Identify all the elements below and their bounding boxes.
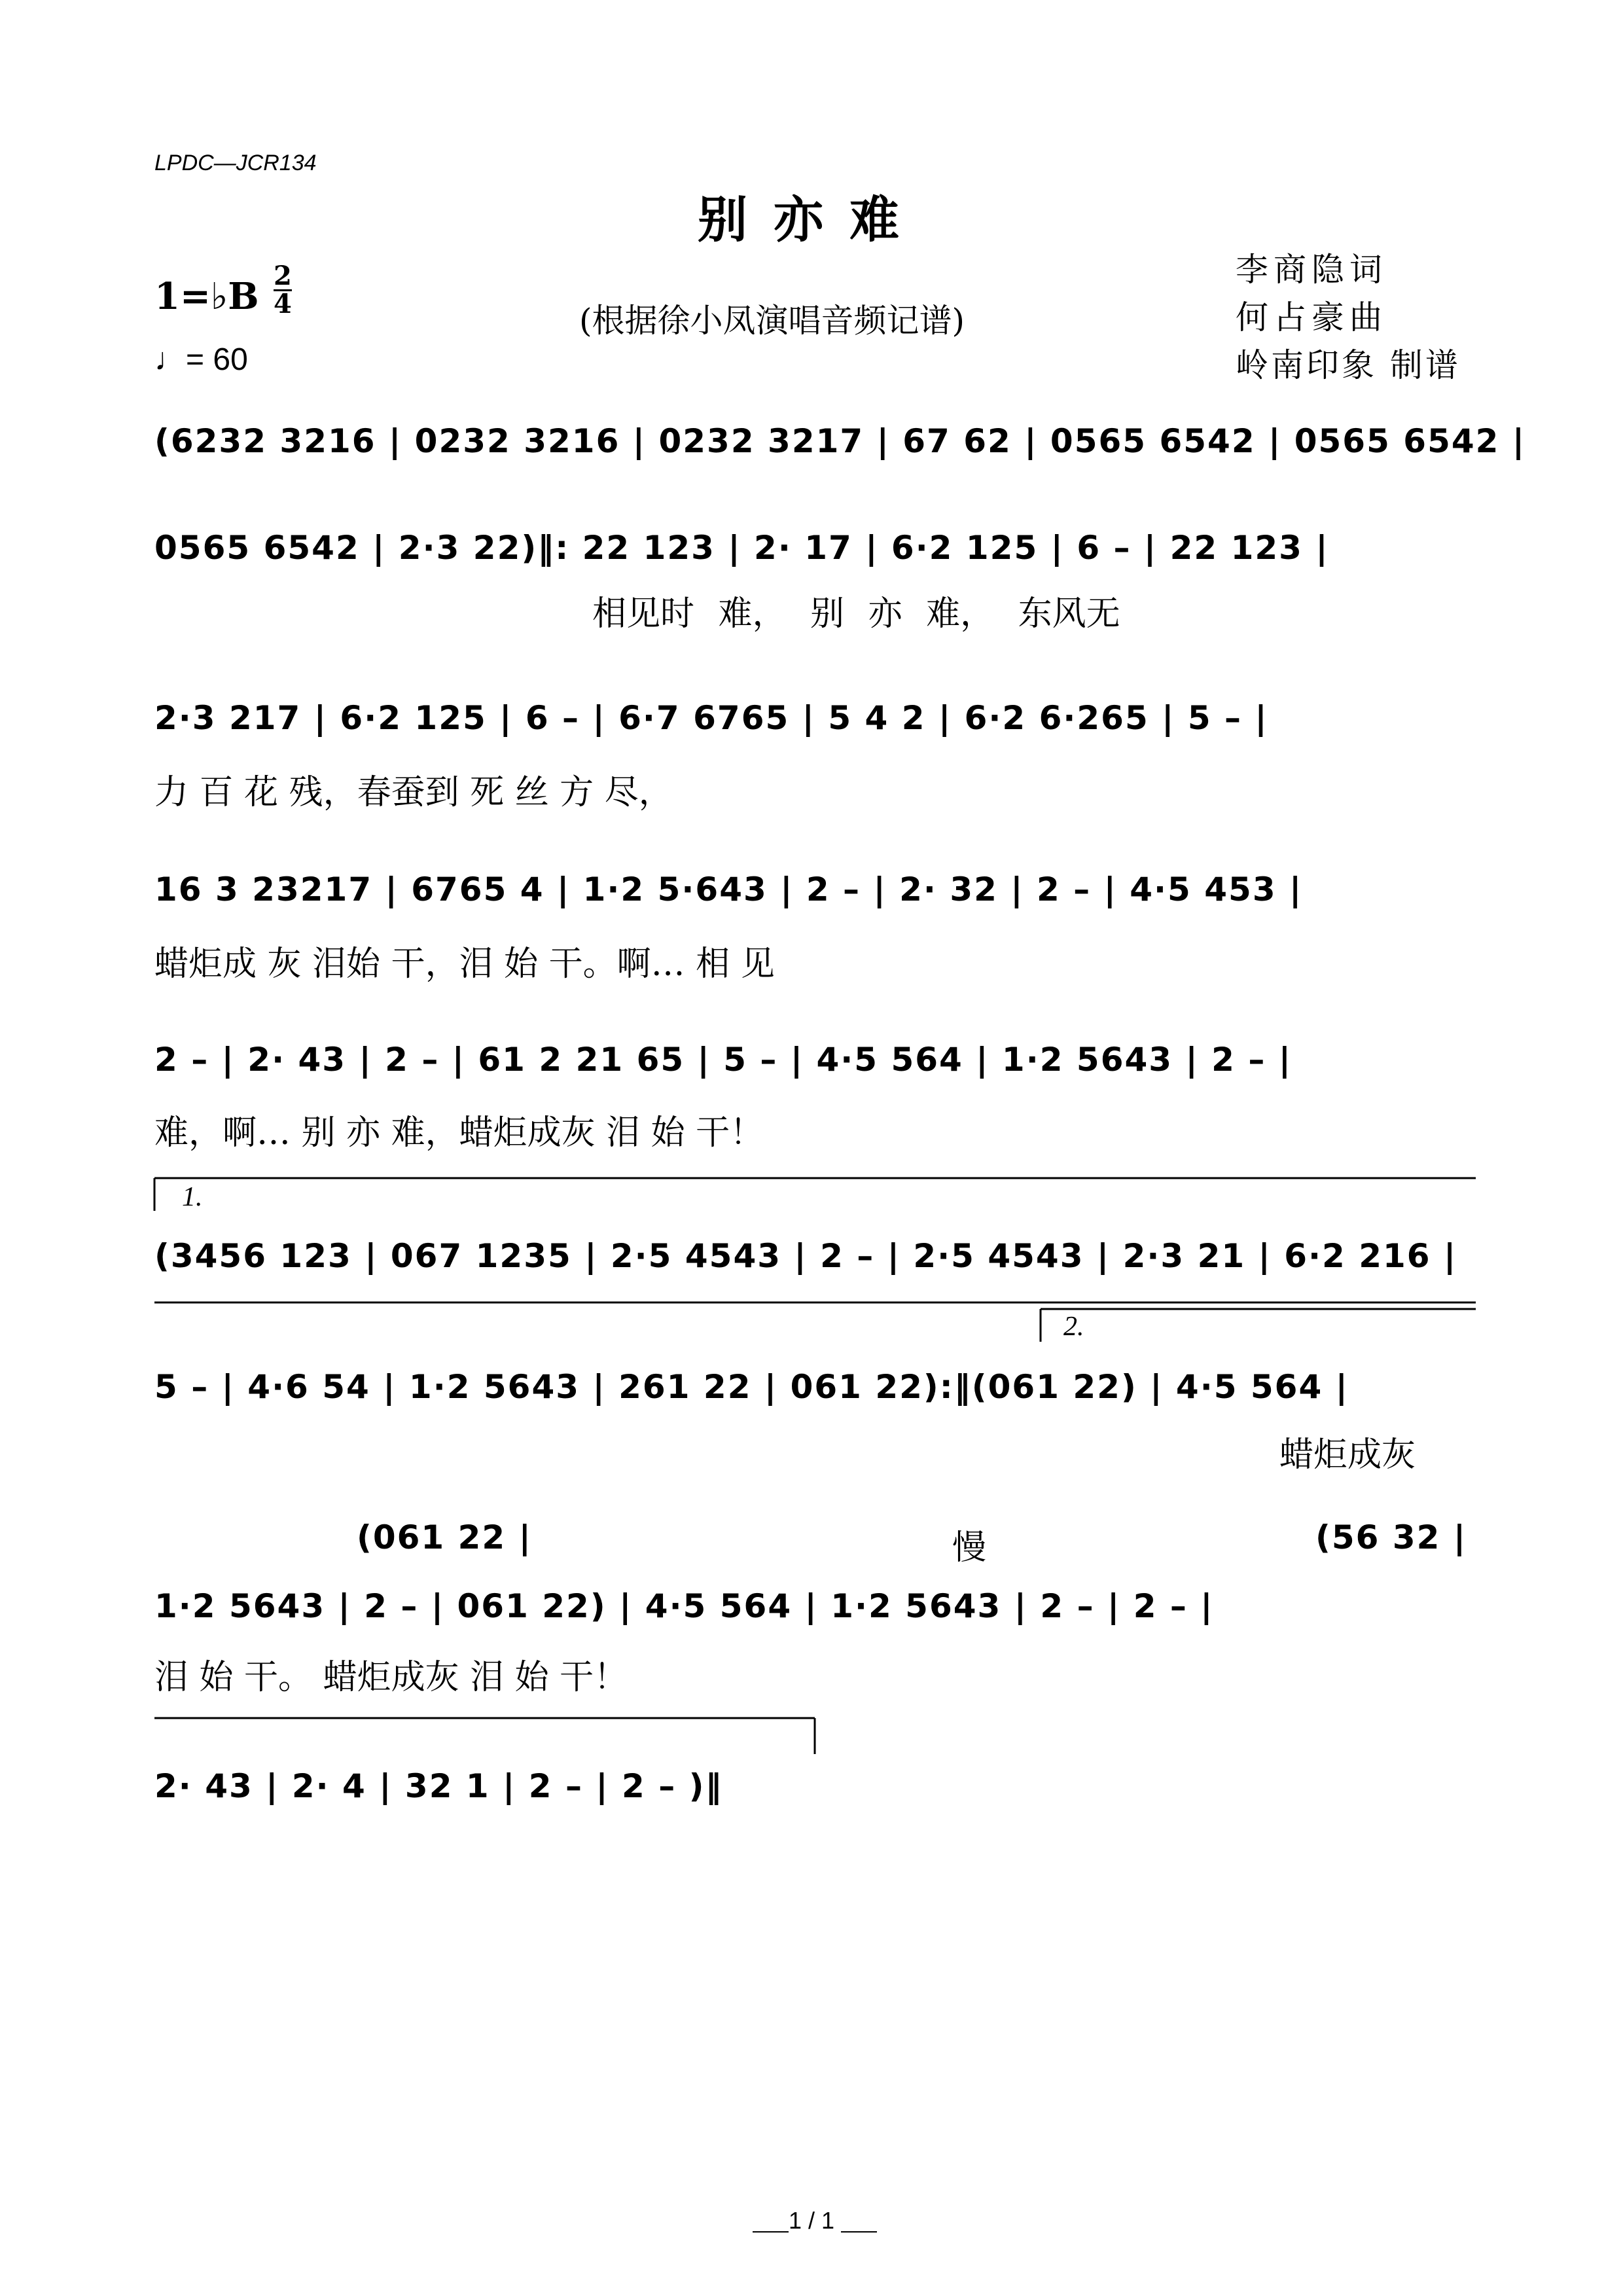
notation-row-2: 0565 6542 | 2·3 22)‖: 22 123 | 2· 17 | 6·2 125 | 6 – | 22 123 | <box>154 529 1329 567</box>
composer-credit: 何占豪曲 <box>1236 298 1387 336</box>
volta-2-label: 2. <box>1063 1312 1084 1342</box>
page-number: 1 / 1 <box>788 2207 835 2234</box>
song-title: 别亦难 <box>698 190 925 249</box>
notation-row-5: 2 – | 2· 43 | 2 – | 61 2 21 65 | 5 – | 4·5 564 | 1·2 5643 | 2 – | <box>154 1041 1293 1079</box>
tempo-marking: ♩= 60 <box>154 342 248 377</box>
lyrics-row-2: 相见时 难， 别 亦 难， 东风无 <box>592 594 1120 634</box>
lyrics-row-3: 力 百 花 残，春蚕到 死 丝 方 尽， <box>154 773 673 812</box>
upper-notation-a: (061 22 | <box>357 1518 532 1556</box>
volta-1-label: 1. <box>182 1182 203 1212</box>
time-signature-top: 2 <box>274 260 292 291</box>
lyrics-row-7: 蜡炬成灰 <box>1279 1435 1416 1475</box>
notation-row-8: 1·2 5643 | 2 – | 061 22) | 4·5 564 | 1·2 5643 | 2 – | 2 – | <box>154 1587 1214 1625</box>
lyricist-credit: 李商隐词 <box>1236 251 1387 289</box>
upper-notation-b: (56 32 | <box>1315 1518 1467 1556</box>
tempo-slow-marking: 慢 <box>952 1528 987 1568</box>
lyrics-row-4: 蜡炬成 灰 泪始 干，泪 始 干。啊… 相 见 <box>154 944 775 984</box>
time-signature-bottom: 4 <box>274 289 292 319</box>
catalog-number: LPDC—JCR134 <box>154 151 317 175</box>
notation-row-9: 2· 43 | 2· 4 | 32 1 | 2 – | 2 – )‖ <box>154 1767 723 1805</box>
key-signature: 1=♭B <box>154 275 259 318</box>
arranger-credit: 岭南印象 制谱 <box>1236 346 1461 384</box>
notation-row-4: 16 3 23217 | 6765 4 | 1·2 5·643 | 2 – | 2· 32 | 2 – | 4·5 453 | <box>154 870 1303 908</box>
subtitle: (根据徐小凤演唱音频记谱) <box>579 302 965 340</box>
notation-row-7: 5 – | 4·6 54 | 1·2 5643 | 261 22 | 061 22):‖(061 22) | 4·5 564 | <box>154 1368 1349 1406</box>
notation-row-3: 2·3 217 | 6·2 125 | 6 – | 6·7 6765 | 5 4 2 | 6·2 6·265 | 5 – | <box>154 699 1268 737</box>
notation-row-1: (6232 3216 | 0232 3216 | 0232 3217 | 67 62 | 0565 6542 | 0565 6542 | <box>154 422 1526 460</box>
lyrics-row-5: 难，啊… 别 亦 难，蜡炬成灰 泪 始 干！ <box>154 1113 764 1153</box>
lyrics-row-8: 泪 始 干。 蜡炬成灰 泪 始 干！ <box>154 1658 628 1697</box>
notation-row-6: (3456 123 | 067 1235 | 2·5 4543 | 2 – | 2·5 4543 | 2·3 21 | 6·2 216 | <box>154 1237 1457 1275</box>
